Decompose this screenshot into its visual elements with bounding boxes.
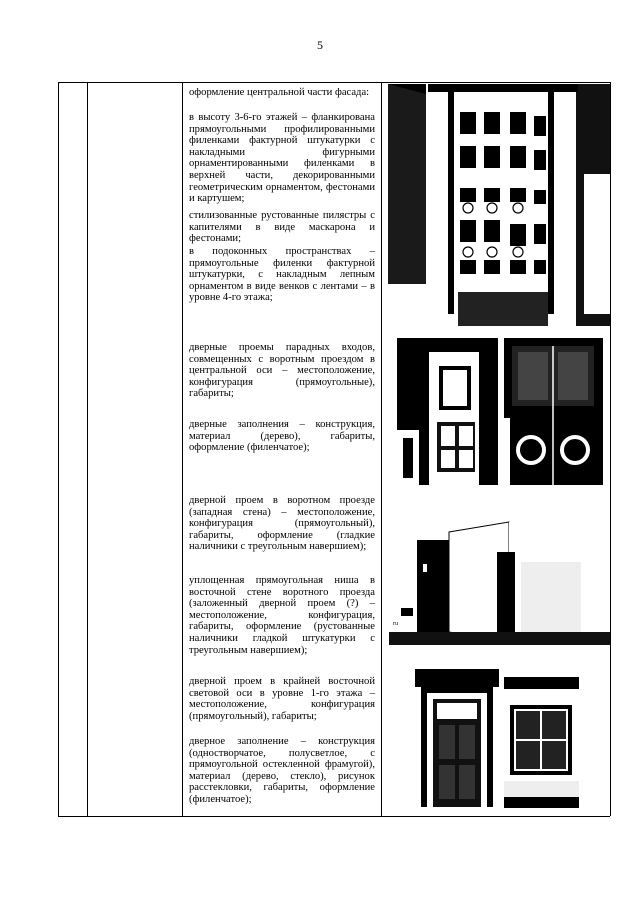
table-col-line-5: [610, 82, 611, 816]
text-main-entrance-doorways: дверные проемы парадных входов, совмещенных с воротным проездом в центральной оси – местоположение, конфигурация (прямоугольные), габариты;: [189, 342, 375, 400]
facade-photo: [388, 84, 610, 326]
gateway-passage-photo: [389, 492, 610, 645]
east-doorway-photo: [415, 669, 499, 807]
entrance-doorway-photo: [397, 338, 498, 485]
table-top-border: [58, 82, 610, 83]
text-floors-3-6: в высоту 3-6-го этажей – фланкирована прямоугольными профилированными филенками фактурной штукатурки с накладными фигурными орнаментированными филенками в верхней части, декорированными геометрическим орнаментом, фестонами и картушем;: [189, 112, 375, 205]
text-gateway-doorway: дверной проем в воротном проезде (западная стена) – местоположение, конфигурация (прямоугольный), габариты, оформление (гладкие наличники с треугольным навершием);: [189, 495, 375, 553]
table-bottom-border: [58, 816, 610, 817]
page-number: 5: [317, 38, 323, 52]
table-col-line-4: [381, 82, 382, 816]
photo-small-caption: ru: [393, 621, 398, 627]
text-underwindow-panels: в подоконных пространствах – прямоугольные филенки фактурной штукатурки, с накладным лепным орнаментом в виде венков с лентами – в уровне 4-го этажа;: [189, 246, 375, 304]
text-east-doorway: дверной проем в крайней восточной световой оси в уровне 1-го этажа – местоположение, конфигурация (прямоугольный), габариты;: [189, 676, 375, 722]
text-door-fillings: дверные заполнения – конструкция, материал (дерево), габариты, оформление (филенчатое);: [189, 419, 375, 454]
text-facade-central-part: оформление центральной части фасада:: [189, 87, 370, 98]
table-col-line-3: [182, 82, 183, 816]
table-col-line-1: [58, 82, 59, 816]
table-col-line-2: [87, 82, 88, 816]
text-door-filling-single: дверное заполнение – конструкция (одностворчатое, полусветлое, с прямоугольной остекленной фрамугой), материал (дерево, стекло), рисунок расстекловки, габариты, оформление (филенчатое);: [189, 736, 375, 805]
text-pilasters: стилизованные рустованные пилястры с капителями в виде маскарона и фестонами;: [189, 210, 375, 245]
text-flat-niche: уплощенная прямоугольная ниша в восточной стене воротного проезда (заложенный дверной проем (?) – местоположение, конфигурация, габариты, оформление (рустованные наличники гладкой штукатурки с треугольным навершием);: [189, 575, 375, 656]
door-filling-photo: [504, 338, 603, 485]
window-detail-photo: [504, 677, 579, 808]
